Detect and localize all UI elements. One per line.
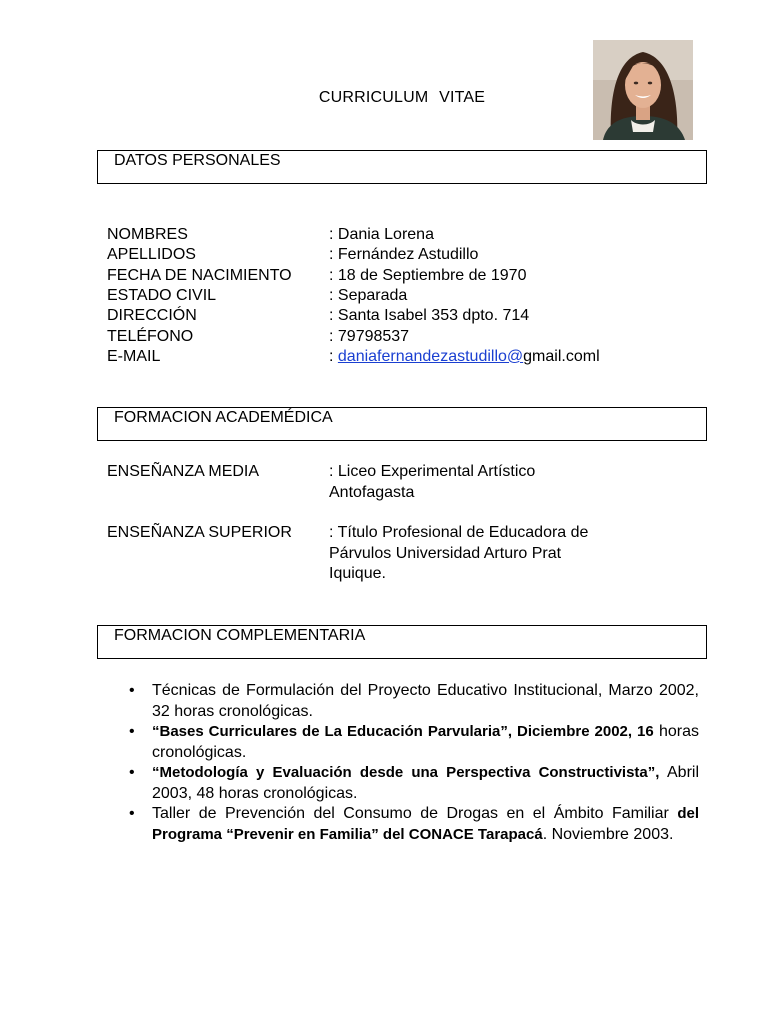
label-nombres: NOMBRES (107, 226, 188, 243)
value-fecha-nacimiento: : 18 de Septiembre de 1970 (329, 266, 527, 284)
value-ensenanza-media-1: : Liceo Experimental Artístico (329, 463, 536, 480)
label-apellidos: APELLIDOS (107, 246, 196, 264)
document-title: CURRICULUM VITAE (318, 89, 486, 106)
course-text: horas cronológicas. (152, 723, 699, 761)
value-nombres: : Dania Lorena (329, 226, 434, 243)
label-ensenanza-media: ENSEÑANZA MEDIA (107, 463, 260, 480)
section-header-academic (97, 407, 707, 441)
section-title: FORMACION ACADEMÉDICA (114, 409, 333, 426)
course-title: del Programa “Prevenir en Familia” del CONACE Tarapacá (152, 805, 699, 843)
value-telefono: : 79798537 (329, 327, 410, 345)
course-text: Taller de Prevención del Consumo de Drogas en el Ámbito Familiar (152, 805, 678, 822)
section-title: DATOS PERSONALES (114, 152, 281, 169)
label-email: E-MAIL (107, 347, 161, 365)
value-ensenanza-superior-3: Iquique. (329, 565, 386, 582)
list-item (152, 722, 699, 763)
course-text: Técnicas de Formulación del Proyecto Educativo Institucional, Marzo 2002, 32 horas cronológicas. (152, 682, 699, 720)
education-list (107, 462, 707, 587)
email-prefix: : (329, 347, 338, 365)
value-estado-civil: : Separada (329, 286, 408, 304)
course-text: Abril 2003, 48 horas cronológicas. (152, 764, 700, 802)
email-suffix: gmail.coml (523, 347, 600, 365)
course-title: “Bases Curriculares de La Educación Parvularia”, Diciembre 2002, 16 (152, 723, 654, 740)
list-item (152, 681, 699, 722)
list-item (152, 763, 699, 804)
profile-photo (593, 40, 693, 140)
course-text: . Noviembre 2003. (542, 825, 674, 843)
label-ensenanza-superior: ENSEÑANZA SUPERIOR (107, 524, 292, 541)
value-direccion: : Santa Isabel 353 dpto. 714 (329, 307, 530, 325)
section-header-personal (97, 150, 707, 184)
label-direccion: DIRECCIÓN (107, 307, 197, 325)
label-estado-civil: ESTADO CIVIL (107, 286, 217, 304)
courses-list (152, 681, 699, 845)
value-email (329, 347, 600, 367)
email-link[interactable]: daniafernandezastudillo@ (337, 347, 524, 365)
label-fecha-nacimiento: FECHA DE NACIMIENTO (107, 266, 292, 284)
value-ensenanza-superior-2: Párvulos Universidad Arturo Prat (329, 544, 562, 562)
section-header-complementary (97, 625, 707, 659)
personal-data-list (107, 225, 707, 370)
list-item (152, 804, 699, 845)
value-apellidos: : Fernández Astudillo (329, 246, 479, 264)
label-telefono: TELÉFONO (107, 327, 194, 345)
section-title: FORMACION COMPLEMENTARIA (114, 627, 366, 644)
value-ensenanza-superior-1: : Título Profesional de Educadora de (329, 524, 589, 541)
value-ensenanza-media-2: Antofagasta (329, 483, 415, 501)
course-title: “Metodología y Evaluación desde una Perspectiva Constructivista”, (152, 764, 660, 781)
